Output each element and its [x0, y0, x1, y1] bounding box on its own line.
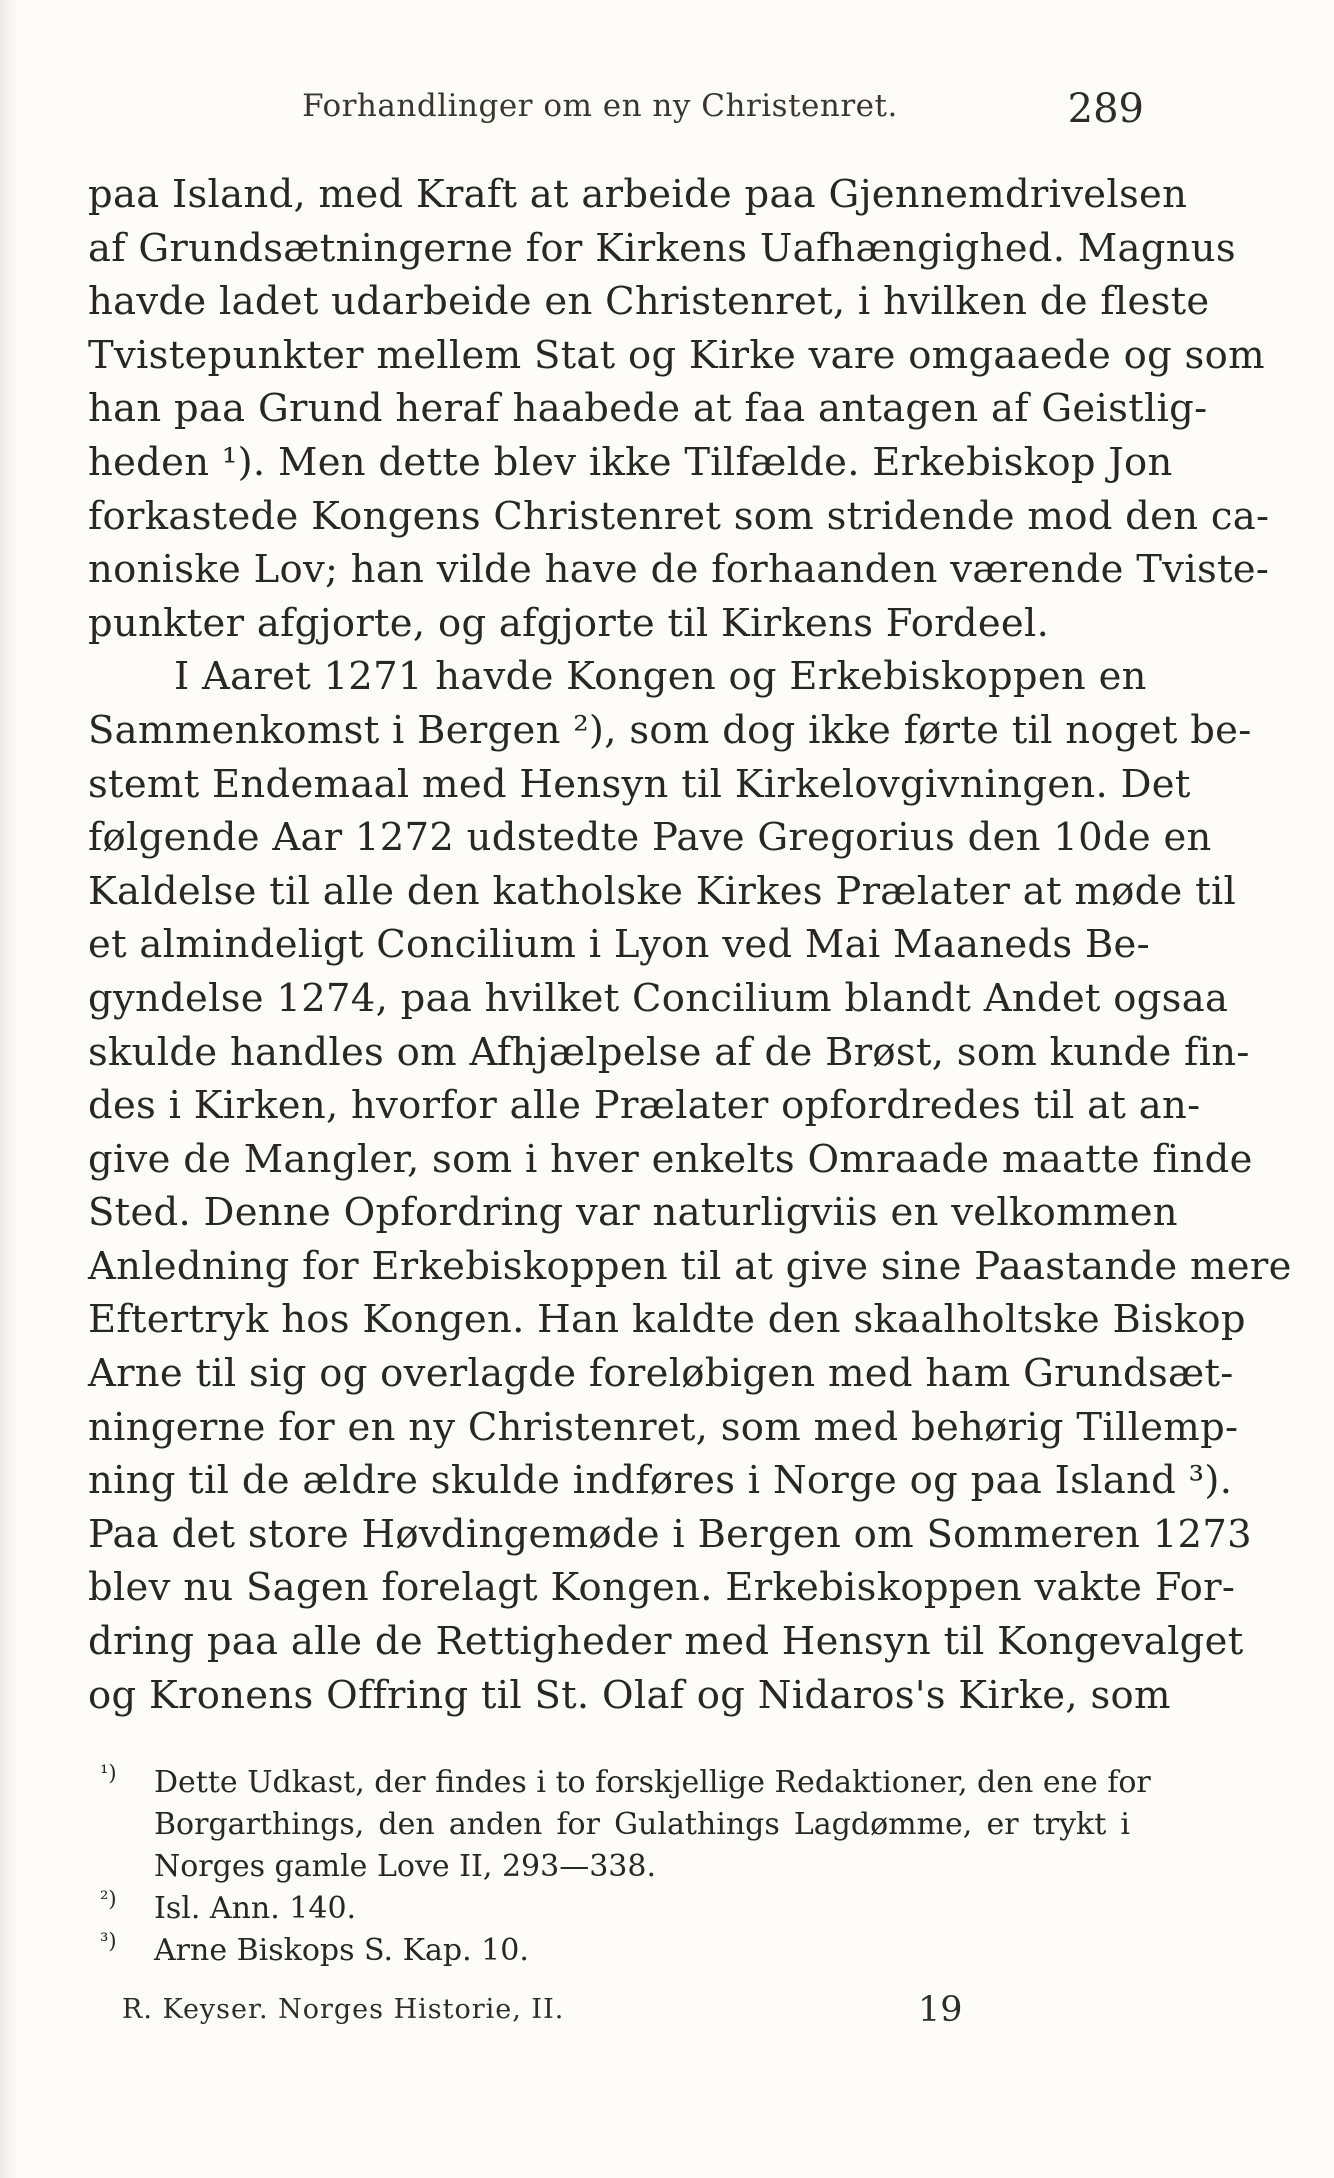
text-line: et almindeligt Concilium i Lyon ved Mai Maaneds Be-: [88, 922, 1150, 968]
printer-signature: R. Keyser. Norges Historie, II.: [122, 1994, 565, 2025]
footnote-1: [100, 1761, 1151, 1888]
text-line: ningerne for en ny Christenret, som med behørig Tillemp-: [88, 1404, 1239, 1450]
text-line: han paa Grund heraf haabede at faa antagen af Geistlig-: [88, 386, 1208, 432]
text-line: Paa det store Høvdingemøde i Bergen om Sommeren 1273: [88, 1511, 1252, 1557]
text-line: og Kronens Offring til St. Olaf og Nidaros's Kirke, som: [88, 1672, 1171, 1718]
text-line: gyndelse 1274, paa hvilket Concilium blandt Andet ogsaa: [88, 975, 1229, 1021]
footnote-line: Norges gamle Love II, 293—338.: [154, 1849, 657, 1884]
text-line: havde ladet udarbeide en Christenret, i hvilken de fleste: [88, 279, 1210, 325]
footnote-line: Dette Udkast, der findes i to forskjellige Redaktioner, den ene for: [154, 1765, 1151, 1800]
text-line: Tvistepunkter mellem Stat og Kirke vare omgaaede og som: [88, 332, 1265, 378]
footnotes: [100, 1761, 1151, 1972]
text-line: forkastede Kongens Christenret som stridende mod den ca-: [88, 493, 1270, 539]
footnote-line: Borgarthings, den anden for Gulathings Lagdømme, er trykt i: [154, 1807, 1130, 1842]
running-title: Forhandlinger om en ny Christenret.: [302, 88, 898, 124]
footnote-line: Arne Biskops S. Kap. 10.: [154, 1933, 529, 1968]
page-edge-shadow: [0, 0, 18, 2178]
text-line: følgende Aar 1272 udstedte Pave Gregorius den 10de en: [88, 815, 1212, 861]
text-line: give de Mangler, som i hver enkelts Omraade maatte finde: [88, 1136, 1253, 1182]
text-line: ning til de ældre skulde indføres i Norge og paa Island ³).: [88, 1458, 1233, 1504]
text-line: Arne til sig og overlagde foreløbigen med ham Grundsæt-: [88, 1351, 1234, 1397]
text-line: des i Kirken, hvorfor alle Prælater opfordredes til at an-: [88, 1083, 1201, 1129]
text-line: noniske Lov; han vilde have de forhaanden værende Tviste-: [88, 547, 1270, 593]
footnote-2: [100, 1888, 1130, 1930]
text-line: af Grundsætningerne for Kirkens Uafhængighed. Magnus: [88, 225, 1236, 271]
text-line: blev nu Sagen forelagt Kongen. Erkebiskoppen vakte For-: [88, 1565, 1236, 1611]
text-line: Sammenkomst i Bergen ²), som dog ikke førte til noget be-: [88, 707, 1252, 753]
body-text: [88, 168, 1292, 1722]
text-line: Kaldelse til alle den katholske Kirkes Prælater at møde til: [88, 868, 1237, 914]
text-line: heden ¹). Men dette blev ikke Tilfælde. Erkebiskop Jon: [88, 439, 1173, 485]
footnote-line: Isl. Ann. 140.: [154, 1891, 357, 1926]
footnote-marker: ²): [100, 1887, 117, 1911]
text-line: Eftertryk hos Kongen. Han kaldte den skaalholtske Biskop: [88, 1297, 1246, 1343]
page-number: 289: [1067, 86, 1144, 132]
text-line: skulde handles om Afhjælpelse af de Brøst, som kunde fin-: [88, 1029, 1250, 1075]
text-line: Anledning for Erkebiskoppen til at give sine Paastande mere: [88, 1243, 1292, 1289]
text-line: stemt Endemaal med Hensyn til Kirkelovgivningen. Det: [88, 761, 1191, 807]
text-line: Sted. Denne Opfordring var naturligviis en velkommen: [88, 1190, 1178, 1236]
footnote-marker: ³): [100, 1929, 117, 1953]
paragraph-end-line: punkter afgjorte, og afgjorte til Kirkens Fordeel.: [88, 600, 1050, 646]
footnote-3: [100, 1930, 1130, 1972]
footnote-marker: ¹): [100, 1761, 117, 1785]
text-line: dring paa alle de Rettigheder med Hensyn til Kongevalget: [88, 1619, 1244, 1665]
text-line: paa Island, med Kraft at arbeide paa Gjennemdrivelsen: [88, 172, 1188, 217]
signature-number: 19: [918, 1990, 963, 2030]
paragraph-start-line: I Aaret 1271 havde Kongen og Erkebiskoppen en: [174, 654, 1147, 700]
